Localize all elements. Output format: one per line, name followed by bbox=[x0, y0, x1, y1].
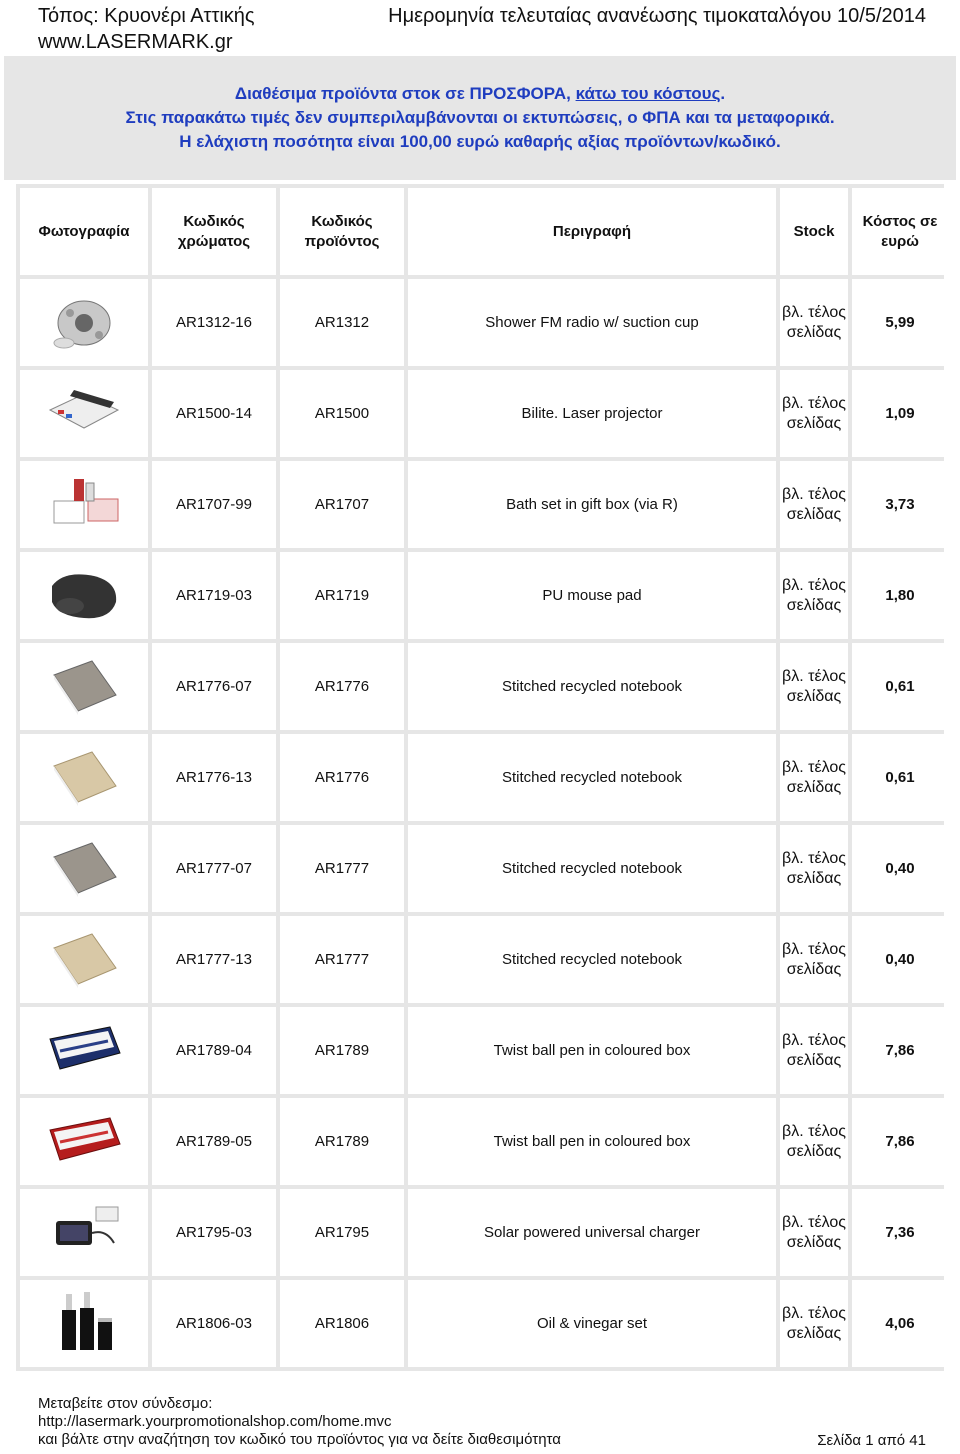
stock-cell: βλ. τέλος σελίδας bbox=[780, 552, 848, 639]
table-row bbox=[20, 1189, 948, 1276]
col-header-product-code: Κωδικός προϊόντος bbox=[280, 188, 404, 275]
bath-set-icon bbox=[44, 471, 124, 535]
product-code-cell: AR1776 bbox=[280, 643, 404, 730]
stock-cell: βλ. τέλος σελίδας bbox=[780, 1189, 848, 1276]
update-date-text: Ημερομηνία τελευταίας ανανέωσης τιμοκαταλόγου 10/5/2014 bbox=[388, 5, 926, 27]
table-row bbox=[20, 825, 948, 912]
description-cell: Stitched recycled notebook bbox=[408, 734, 776, 821]
cost-cell: 4,06 bbox=[852, 1280, 948, 1367]
notice-line-1: Διαθέσιμα προϊόντα στοκ σε ΠΡΟΣΦΟΡΑ, κάτω του κόστους. bbox=[234, 84, 726, 103]
color-code-cell: AR1500-14 bbox=[152, 370, 276, 457]
product-code-cell: AR1500 bbox=[280, 370, 404, 457]
product-photo-cell bbox=[20, 552, 148, 639]
cost-cell: 7,36 bbox=[852, 1189, 948, 1276]
stock-cell: βλ. τέλος σελίδας bbox=[780, 825, 848, 912]
page-header bbox=[0, 0, 960, 54]
table-row bbox=[20, 1098, 948, 1185]
description-cell: Stitched recycled notebook bbox=[408, 916, 776, 1003]
stock-cell: βλ. τέλος σελίδας bbox=[780, 1007, 848, 1094]
footer-line-3: και βάλτε στην αναζήτηση τον κωδικό του προϊόντος για να δείτε διαθεσιμότητα bbox=[38, 1431, 561, 1448]
cost-cell: 1,80 bbox=[852, 552, 948, 639]
color-code-cell: AR1312-16 bbox=[152, 279, 276, 366]
color-code-cell: AR1776-07 bbox=[152, 643, 276, 730]
product-photo-cell bbox=[20, 1280, 148, 1367]
table-row bbox=[20, 1007, 948, 1094]
stock-cell: βλ. τέλος σελίδας bbox=[780, 734, 848, 821]
product-photo-cell bbox=[20, 279, 148, 366]
color-code-cell: AR1789-05 bbox=[152, 1098, 276, 1185]
footer-line-1: Μεταβείτε στον σύνδεσμο: bbox=[38, 1395, 213, 1412]
cost-cell: 0,61 bbox=[852, 734, 948, 821]
product-photo-cell bbox=[20, 461, 148, 548]
product-photo-cell bbox=[20, 370, 148, 457]
product-photo-cell bbox=[20, 1189, 148, 1276]
stock-cell: βλ. τέλος σελίδας bbox=[780, 643, 848, 730]
product-code-cell: AR1719 bbox=[280, 552, 404, 639]
product-photo-cell bbox=[20, 643, 148, 730]
color-code-cell: AR1777-07 bbox=[152, 825, 276, 912]
product-code-cell: AR1806 bbox=[280, 1280, 404, 1367]
table-row bbox=[20, 370, 948, 457]
location-text: Τόπος: Κρυονέρι Αττικής bbox=[38, 5, 255, 27]
stock-cell: βλ. τέλος σελίδας bbox=[780, 916, 848, 1003]
description-cell: Twist ball pen in coloured box bbox=[408, 1007, 776, 1094]
product-code-cell: AR1795 bbox=[280, 1189, 404, 1276]
cost-cell: 0,40 bbox=[852, 916, 948, 1003]
product-photo-cell bbox=[20, 734, 148, 821]
color-code-cell: AR1707-99 bbox=[152, 461, 276, 548]
col-header-description: Περιγραφή bbox=[408, 188, 776, 275]
projector-icon bbox=[44, 380, 124, 444]
notebook-beige-icon bbox=[44, 744, 124, 808]
description-cell: Stitched recycled notebook bbox=[408, 825, 776, 912]
cost-cell: 3,73 bbox=[852, 461, 948, 548]
table-row bbox=[20, 279, 948, 366]
site-link[interactable]: www.LASERMARK.gr bbox=[38, 31, 233, 53]
cost-cell: 7,86 bbox=[852, 1098, 948, 1185]
description-cell: Solar powered universal charger bbox=[408, 1189, 776, 1276]
description-cell: Bilite. Laser projector bbox=[408, 370, 776, 457]
description-cell: PU mouse pad bbox=[408, 552, 776, 639]
notice-line-2: Στις παρακάτω τιμές δεν συμπεριλαμβάνονται οι εκτυπώσεις, ο ΦΠΑ και τα μεταφορικά. bbox=[125, 108, 835, 127]
col-header-cost: Κόστος σε ευρώ bbox=[852, 188, 948, 275]
product-code-cell: AR1777 bbox=[280, 825, 404, 912]
stock-cell: βλ. τέλος σελίδας bbox=[780, 370, 848, 457]
products-table-wrap bbox=[16, 184, 944, 1371]
pen-box-blue-icon bbox=[44, 1017, 124, 1081]
description-cell: Oil & vinegar set bbox=[408, 1280, 776, 1367]
cost-cell: 0,61 bbox=[852, 643, 948, 730]
product-code-cell: AR1789 bbox=[280, 1007, 404, 1094]
cost-cell: 5,99 bbox=[852, 279, 948, 366]
color-code-cell: AR1719-03 bbox=[152, 552, 276, 639]
product-code-cell: AR1312 bbox=[280, 279, 404, 366]
color-code-cell: AR1776-13 bbox=[152, 734, 276, 821]
products-table bbox=[16, 184, 952, 1371]
product-photo-cell bbox=[20, 1098, 148, 1185]
product-code-cell: AR1707 bbox=[280, 461, 404, 548]
product-code-cell: AR1777 bbox=[280, 916, 404, 1003]
stock-cell: βλ. τέλος σελίδας bbox=[780, 1098, 848, 1185]
table-header-row bbox=[20, 188, 948, 275]
col-header-photo: Φωτογραφία bbox=[20, 188, 148, 275]
product-code-cell: AR1776 bbox=[280, 734, 404, 821]
table-row bbox=[20, 552, 948, 639]
cost-cell: 7,86 bbox=[852, 1007, 948, 1094]
product-photo-cell bbox=[20, 1007, 148, 1094]
radio-icon bbox=[44, 289, 124, 353]
charger-icon bbox=[44, 1199, 124, 1263]
table-row bbox=[20, 1280, 948, 1367]
table-row bbox=[20, 916, 948, 1003]
below-cost-text: κάτω του κόστους bbox=[575, 84, 721, 103]
col-header-stock: Stock bbox=[780, 188, 848, 275]
notice-line-3: Η ελάχιστη ποσότητα είναι 100,00 ευρώ καθαρής αξίας προϊόντων/κωδικό. bbox=[179, 132, 781, 151]
notebook-grey-icon bbox=[44, 653, 124, 717]
notebook-beige-icon bbox=[44, 926, 124, 990]
table-row bbox=[20, 461, 948, 548]
color-code-cell: AR1806-03 bbox=[152, 1280, 276, 1367]
footer-instructions bbox=[38, 1395, 561, 1449]
pen-box-red-icon bbox=[44, 1108, 124, 1172]
color-code-cell: AR1795-03 bbox=[152, 1189, 276, 1276]
stock-cell: βλ. τέλος σελίδας bbox=[780, 461, 848, 548]
stock-cell: βλ. τέλος σελίδας bbox=[780, 1280, 848, 1367]
notebook-grey-icon bbox=[44, 835, 124, 899]
product-photo-cell bbox=[20, 825, 148, 912]
cost-cell: 1,09 bbox=[852, 370, 948, 457]
description-cell: Stitched recycled notebook bbox=[408, 643, 776, 730]
description-cell: Bath set in gift box (via R) bbox=[408, 461, 776, 548]
description-cell: Shower FM radio w/ suction cup bbox=[408, 279, 776, 366]
color-code-cell: AR1777-13 bbox=[152, 916, 276, 1003]
description-cell: Twist ball pen in coloured box bbox=[408, 1098, 776, 1185]
table-row bbox=[20, 734, 948, 821]
col-header-color-code: Κωδικός χρώματος bbox=[152, 188, 276, 275]
footer-link[interactable]: http://lasermark.yourpromotionalshop.com/home.mvc bbox=[38, 1413, 392, 1430]
page-number: Σελίδα 1 από 41 bbox=[817, 1432, 926, 1449]
table-row bbox=[20, 643, 948, 730]
oil-vinegar-icon bbox=[44, 1290, 124, 1354]
stock-cell: βλ. τέλος σελίδας bbox=[780, 279, 848, 366]
color-code-cell: AR1789-04 bbox=[152, 1007, 276, 1094]
cost-cell: 0,40 bbox=[852, 825, 948, 912]
offer-notice bbox=[4, 56, 956, 180]
product-photo-cell bbox=[20, 916, 148, 1003]
product-code-cell: AR1789 bbox=[280, 1098, 404, 1185]
mouse-pad-icon bbox=[44, 562, 124, 626]
